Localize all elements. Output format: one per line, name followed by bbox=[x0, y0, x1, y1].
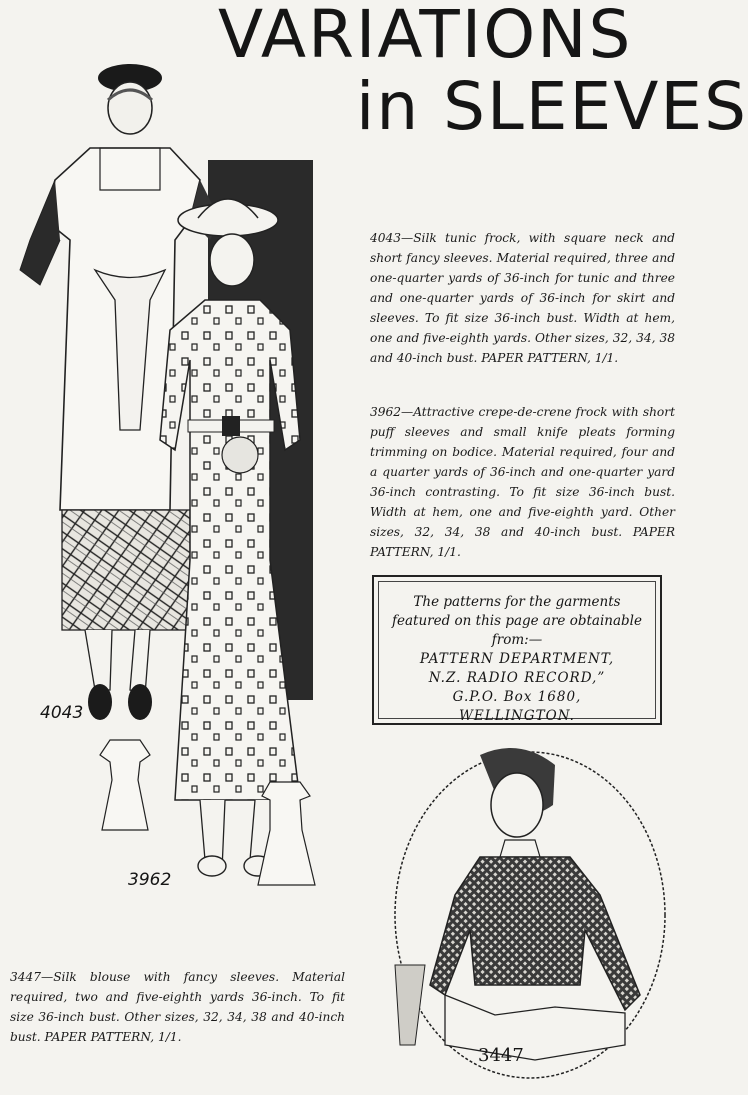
flat-sketch-4043 bbox=[100, 740, 150, 830]
pattern-number-4043: 4043 bbox=[40, 703, 84, 723]
pattern-number-3962: 3962 bbox=[128, 870, 172, 890]
page-title-line1: VARIATIONS bbox=[218, 0, 633, 73]
notice-line-2: featured on this page are obtainable bbox=[392, 613, 642, 629]
notice-line-4: PATTERN DEPARTMENT, bbox=[419, 651, 615, 667]
fashion-illustration-3447 bbox=[385, 745, 675, 1080]
pattern-number-3447: 3447 bbox=[478, 1045, 524, 1066]
description-4043: 4043—Silk tunic frock, with square neck and short fancy sleeves. Material required, three and one-quarter yards of 36-inch for tunic and three and one-quarter yards of 36-inch for skirt and sleeves. To fit size 36-inch bust. Width at hem, one and five-eighth yards. Other sizes, 32, 34, 38 and 40-inch bust. PAPER PATTERN, 1/1. bbox=[370, 231, 675, 366]
notice-line-5: N.Z. RADIO RECORD,” bbox=[428, 670, 606, 686]
description-3962: 3962—Attractive crepe-de-crene frock with short puff sleeves and small knife pleats forming trimming on bodice. Material required, four and a quarter yards of 36-inch and one-quarter yard 36-inch contrasting. To fit size 36-inch bust. Width at hem, one and five-eighth yard. Other sizes, 32, 34, 38 and 40-inch bust. PAPER PATTERN, 1/1. bbox=[370, 405, 675, 560]
notice-line-3: from:— bbox=[491, 632, 543, 648]
fashion-illustration-4043-3962 bbox=[0, 40, 360, 940]
page-title-line2: in SLEEVES bbox=[356, 68, 748, 145]
notice-line-6: G.P.O. Box 1680, bbox=[452, 689, 582, 705]
notice-line-1: The patterns for the garments bbox=[413, 594, 621, 610]
description-3447: 3447—Silk blouse with fancy sleeves. Material required, two and five-eighth yards 36-inch. To fit size 36-inch bust. Other sizes, 32, 34, 38 and 40-inch bust. PAPER PATTERN, 1/1. bbox=[10, 970, 345, 1045]
notice-line-7: WELLINGTON. bbox=[459, 708, 575, 724]
ordering-notice-box bbox=[372, 575, 662, 725]
